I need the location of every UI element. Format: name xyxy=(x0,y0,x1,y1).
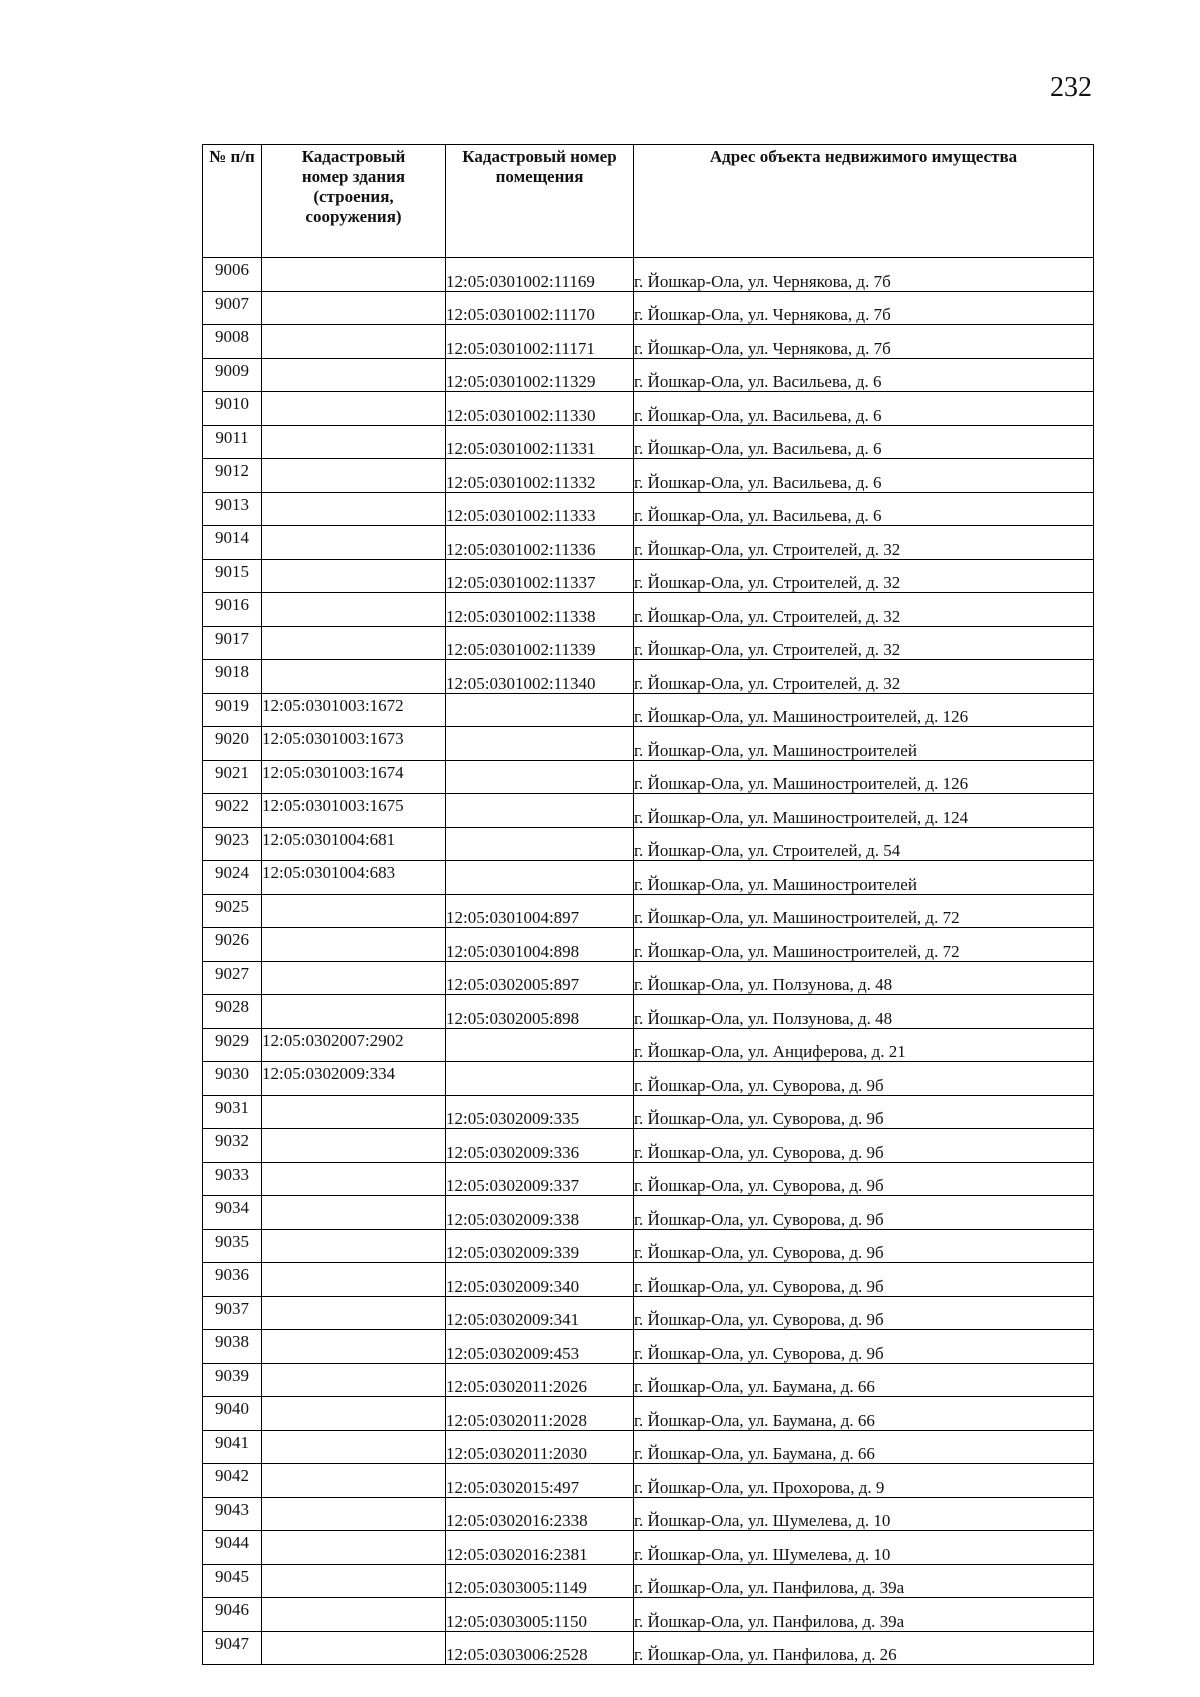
row-number-cell: 9016 xyxy=(203,593,262,627)
row-number-cell: 9025 xyxy=(203,894,262,928)
building-cadastral-cell xyxy=(262,1095,446,1129)
address-cell: г. Йошкар-Ола, ул. Машиностроителей xyxy=(634,861,1094,895)
room-cadastral-cell: 12:05:0302016:2381 xyxy=(446,1531,634,1565)
row-number-cell: 9028 xyxy=(203,995,262,1029)
table-row xyxy=(203,1296,1094,1330)
address-cell: г. Йошкар-Ола, ул. Ползунова, д. 48 xyxy=(634,961,1094,995)
address-cell: г. Йошкар-Ола, ул. Чернякова, д. 7б xyxy=(634,291,1094,325)
address-cell: г. Йошкар-Ола, ул. Суворова, д. 9б xyxy=(634,1095,1094,1129)
room-cadastral-cell xyxy=(446,727,634,761)
address-cell: г. Йошкар-Ола, ул. Чернякова, д. 7б xyxy=(634,258,1094,292)
table-row xyxy=(203,358,1094,392)
building-cadastral-cell: 12:05:0302007:2902 xyxy=(262,1028,446,1062)
row-number-cell: 9029 xyxy=(203,1028,262,1062)
address-cell: г. Йошкар-Ола, ул. Строителей, д. 54 xyxy=(634,827,1094,861)
building-cadastral-cell xyxy=(262,291,446,325)
table-row xyxy=(203,827,1094,861)
address-cell: г. Йошкар-Ола, ул. Машиностроителей, д. 126 xyxy=(634,760,1094,794)
header-num xyxy=(203,145,262,258)
room-cadastral-cell: 12:05:0301002:11170 xyxy=(446,291,634,325)
room-cadastral-cell: 12:05:0302009:337 xyxy=(446,1162,634,1196)
building-cadastral-cell: 12:05:0302009:334 xyxy=(262,1062,446,1096)
room-cadastral-cell xyxy=(446,693,634,727)
building-cadastral-cell xyxy=(262,660,446,694)
address-cell: г. Йошкар-Ола, ул. Васильева, д. 6 xyxy=(634,459,1094,493)
building-cadastral-cell: 12:05:0301003:1675 xyxy=(262,794,446,828)
address-cell: г. Йошкар-Ола, ул. Машиностроителей xyxy=(634,727,1094,761)
table-row xyxy=(203,894,1094,928)
row-number-cell: 9034 xyxy=(203,1196,262,1230)
row-number-cell: 9020 xyxy=(203,727,262,761)
address-cell: г. Йошкар-Ола, ул. Васильева, д. 6 xyxy=(634,358,1094,392)
table-row xyxy=(203,291,1094,325)
room-cadastral-cell: 12:05:0301002:11330 xyxy=(446,392,634,426)
building-cadastral-cell xyxy=(262,1229,446,1263)
table-row xyxy=(203,325,1094,359)
row-number-cell: 9024 xyxy=(203,861,262,895)
row-number-cell: 9019 xyxy=(203,693,262,727)
table-row xyxy=(203,1564,1094,1598)
row-number-cell: 9043 xyxy=(203,1497,262,1531)
row-number-cell: 9041 xyxy=(203,1430,262,1464)
room-cadastral-cell: 12:05:0302009:339 xyxy=(446,1229,634,1263)
table-row xyxy=(203,1162,1094,1196)
room-cadastral-cell: 12:05:0302009:453 xyxy=(446,1330,634,1364)
address-cell: г. Йошкар-Ола, ул. Строителей, д. 32 xyxy=(634,660,1094,694)
address-cell: г. Йошкар-Ола, ул. Васильева, д. 6 xyxy=(634,492,1094,526)
room-cadastral-cell: 12:05:0302009:340 xyxy=(446,1263,634,1297)
row-number-cell: 9010 xyxy=(203,392,262,426)
address-cell: г. Йошкар-Ола, ул. Машиностроителей, д. 72 xyxy=(634,928,1094,962)
row-number-cell: 9017 xyxy=(203,626,262,660)
table-row xyxy=(203,1196,1094,1230)
row-number-cell: 9014 xyxy=(203,526,262,560)
building-cadastral-cell xyxy=(262,392,446,426)
address-cell: г. Йошкар-Ола, ул. Машиностроителей, д. 72 xyxy=(634,894,1094,928)
room-cadastral-cell: 12:05:0302015:497 xyxy=(446,1464,634,1498)
room-cadastral-cell: 12:05:0301002:11336 xyxy=(446,526,634,560)
row-number-cell: 9027 xyxy=(203,961,262,995)
header-building xyxy=(262,145,446,258)
room-cadastral-cell: 12:05:0301002:11329 xyxy=(446,358,634,392)
table-row xyxy=(203,593,1094,627)
room-cadastral-cell: 12:05:0301002:11169 xyxy=(446,258,634,292)
building-cadastral-cell: 12:05:0301004:681 xyxy=(262,827,446,861)
address-cell: г. Йошкар-Ола, ул. Прохорова, д. 9 xyxy=(634,1464,1094,1498)
row-number-cell: 9013 xyxy=(203,492,262,526)
building-cadastral-cell: 12:05:0301003:1674 xyxy=(262,760,446,794)
table-row xyxy=(203,1095,1094,1129)
address-cell: г. Йошкар-Ола, ул. Машиностроителей, д. 126 xyxy=(634,693,1094,727)
table-row xyxy=(203,459,1094,493)
table-row xyxy=(203,1363,1094,1397)
address-cell: г. Йошкар-Ола, ул. Строителей, д. 32 xyxy=(634,593,1094,627)
table-row xyxy=(203,526,1094,560)
table-row xyxy=(203,258,1094,292)
room-cadastral-cell: 12:05:0303005:1150 xyxy=(446,1598,634,1632)
building-cadastral-cell xyxy=(262,526,446,560)
building-cadastral-cell xyxy=(262,1363,446,1397)
row-number-cell: 9008 xyxy=(203,325,262,359)
table-row xyxy=(203,1397,1094,1431)
address-cell: г. Йошкар-Ола, ул. Чернякова, д. 7б xyxy=(634,325,1094,359)
building-cadastral-cell xyxy=(262,1564,446,1598)
building-cadastral-cell xyxy=(262,1531,446,1565)
building-cadastral-cell xyxy=(262,928,446,962)
building-cadastral-cell: 12:05:0301003:1673 xyxy=(262,727,446,761)
room-cadastral-cell: 12:05:0302011:2028 xyxy=(446,1397,634,1431)
building-cadastral-cell xyxy=(262,559,446,593)
table-row xyxy=(203,1598,1094,1632)
table-row xyxy=(203,1497,1094,1531)
table-row xyxy=(203,1464,1094,1498)
building-cadastral-cell xyxy=(262,1464,446,1498)
row-number-cell: 9042 xyxy=(203,1464,262,1498)
table-row xyxy=(203,794,1094,828)
row-number-cell: 9047 xyxy=(203,1631,262,1665)
room-cadastral-cell: 12:05:0301002:11338 xyxy=(446,593,634,627)
room-cadastral-cell: 12:05:0301002:11333 xyxy=(446,492,634,526)
building-cadastral-cell xyxy=(262,1330,446,1364)
building-cadastral-cell xyxy=(262,995,446,1029)
row-number-cell: 9036 xyxy=(203,1263,262,1297)
address-cell: г. Йошкар-Ола, ул. Суворова, д. 9б xyxy=(634,1162,1094,1196)
room-cadastral-cell xyxy=(446,1062,634,1096)
address-cell: г. Йошкар-Ола, ул. Строителей, д. 32 xyxy=(634,626,1094,660)
table-row xyxy=(203,727,1094,761)
table-row xyxy=(203,693,1094,727)
table-header xyxy=(203,145,1094,258)
room-cadastral-cell xyxy=(446,861,634,895)
building-cadastral-cell xyxy=(262,258,446,292)
address-cell: г. Йошкар-Ола, ул. Машиностроителей, д. 124 xyxy=(634,794,1094,828)
room-cadastral-cell: 12:05:0302009:338 xyxy=(446,1196,634,1230)
address-cell: г. Йошкар-Ола, ул. Васильева, д. 6 xyxy=(634,425,1094,459)
table-row xyxy=(203,760,1094,794)
address-cell: г. Йошкар-Ола, ул. Суворова, д. 9б xyxy=(634,1062,1094,1096)
building-cadastral-cell xyxy=(262,1497,446,1531)
room-cadastral-cell: 12:05:0301002:11340 xyxy=(446,660,634,694)
building-cadastral-cell xyxy=(262,1162,446,1196)
address-cell: г. Йошкар-Ола, ул. Панфилова, д. 39а xyxy=(634,1598,1094,1632)
room-cadastral-cell: 12:05:0302009:336 xyxy=(446,1129,634,1163)
room-cadastral-cell xyxy=(446,794,634,828)
row-number-cell: 9040 xyxy=(203,1397,262,1431)
row-number-cell: 9026 xyxy=(203,928,262,962)
room-cadastral-cell: 12:05:0302009:341 xyxy=(446,1296,634,1330)
building-cadastral-cell xyxy=(262,1196,446,1230)
address-cell: г. Йошкар-Ола, ул. Баумана, д. 66 xyxy=(634,1363,1094,1397)
row-number-cell: 9031 xyxy=(203,1095,262,1129)
building-cadastral-cell: 12:05:0301003:1672 xyxy=(262,693,446,727)
table-row xyxy=(203,626,1094,660)
address-cell: г. Йошкар-Ола, ул. Суворова, д. 9б xyxy=(634,1296,1094,1330)
row-number-cell: 9009 xyxy=(203,358,262,392)
row-number-cell: 9030 xyxy=(203,1062,262,1096)
building-cadastral-cell xyxy=(262,961,446,995)
row-number-cell: 9032 xyxy=(203,1129,262,1163)
property-register-table xyxy=(202,144,1094,1665)
row-number-cell: 9007 xyxy=(203,291,262,325)
row-number-cell: 9035 xyxy=(203,1229,262,1263)
table-row xyxy=(203,492,1094,526)
room-cadastral-cell: 12:05:0301002:11337 xyxy=(446,559,634,593)
row-number-cell: 9039 xyxy=(203,1363,262,1397)
building-cadastral-cell: 12:05:0301004:683 xyxy=(262,861,446,895)
table-row xyxy=(203,1263,1094,1297)
address-cell: г. Йошкар-Ола, ул. Баумана, д. 66 xyxy=(634,1430,1094,1464)
table-row xyxy=(203,1028,1094,1062)
table-row xyxy=(203,1062,1094,1096)
building-cadastral-cell xyxy=(262,325,446,359)
address-cell: г. Йошкар-Ола, ул. Шумелева, д. 10 xyxy=(634,1497,1094,1531)
row-number-cell: 9012 xyxy=(203,459,262,493)
address-cell: г. Йошкар-Ола, ул. Суворова, д. 9б xyxy=(634,1330,1094,1364)
room-cadastral-cell: 12:05:0301004:897 xyxy=(446,894,634,928)
address-cell: г. Йошкар-Ола, ул. Панфилова, д. 39а xyxy=(634,1564,1094,1598)
row-number-cell: 9023 xyxy=(203,827,262,861)
address-cell: г. Йошкар-Ола, ул. Суворова, д. 9б xyxy=(634,1229,1094,1263)
address-cell: г. Йошкар-Ола, ул. Суворова, д. 9б xyxy=(634,1196,1094,1230)
building-cadastral-cell xyxy=(262,459,446,493)
room-cadastral-cell: 12:05:0303005:1149 xyxy=(446,1564,634,1598)
table-row xyxy=(203,1531,1094,1565)
room-cadastral-cell: 12:05:0302011:2030 xyxy=(446,1430,634,1464)
row-number-cell: 9011 xyxy=(203,425,262,459)
address-cell: г. Йошкар-Ола, ул. Строителей, д. 32 xyxy=(634,526,1094,560)
table-row xyxy=(203,1330,1094,1364)
header-building-label: Кадастровый номер здания (строения, сооружения) xyxy=(301,147,406,226)
table-row xyxy=(203,928,1094,962)
header-row xyxy=(203,145,1094,258)
header-room xyxy=(446,145,634,258)
row-number-cell: 9018 xyxy=(203,660,262,694)
building-cadastral-cell xyxy=(262,1397,446,1431)
room-cadastral-cell: 12:05:0303006:2528 xyxy=(446,1631,634,1665)
building-cadastral-cell xyxy=(262,358,446,392)
building-cadastral-cell xyxy=(262,1430,446,1464)
address-cell: г. Йошкар-Ола, ул. Строителей, д. 32 xyxy=(634,559,1094,593)
table-row xyxy=(203,995,1094,1029)
room-cadastral-cell: 12:05:0302005:897 xyxy=(446,961,634,995)
table-row xyxy=(203,425,1094,459)
table-row xyxy=(203,1430,1094,1464)
table-row xyxy=(203,961,1094,995)
address-cell: г. Йошкар-Ола, ул. Шумелева, д. 10 xyxy=(634,1531,1094,1565)
building-cadastral-cell xyxy=(262,1598,446,1632)
table-row xyxy=(203,660,1094,694)
room-cadastral-cell xyxy=(446,1028,634,1062)
header-address xyxy=(634,145,1094,258)
room-cadastral-cell: 12:05:0301002:11339 xyxy=(446,626,634,660)
table-row xyxy=(203,1229,1094,1263)
row-number-cell: 9022 xyxy=(203,794,262,828)
room-cadastral-cell xyxy=(446,760,634,794)
table-row xyxy=(203,1631,1094,1665)
row-number-cell: 9033 xyxy=(203,1162,262,1196)
row-number-cell: 9044 xyxy=(203,1531,262,1565)
building-cadastral-cell xyxy=(262,1263,446,1297)
room-cadastral-cell: 12:05:0302011:2026 xyxy=(446,1363,634,1397)
building-cadastral-cell xyxy=(262,593,446,627)
room-cadastral-cell: 12:05:0302016:2338 xyxy=(446,1497,634,1531)
building-cadastral-cell xyxy=(262,894,446,928)
building-cadastral-cell xyxy=(262,492,446,526)
building-cadastral-cell xyxy=(262,1129,446,1163)
address-cell: г. Йошкар-Ола, ул. Анциферова, д. 21 xyxy=(634,1028,1094,1062)
room-cadastral-cell: 12:05:0301002:11332 xyxy=(446,459,634,493)
room-cadastral-cell: 12:05:0302009:335 xyxy=(446,1095,634,1129)
building-cadastral-cell xyxy=(262,626,446,660)
table-body xyxy=(203,258,1094,1665)
header-address-label: Адрес объекта недвижимого имущества xyxy=(709,147,1018,166)
page-number: 232 xyxy=(1050,72,1092,103)
header-room-label: Кадастровый номер помещения xyxy=(462,147,617,186)
room-cadastral-cell xyxy=(446,827,634,861)
row-number-cell: 9045 xyxy=(203,1564,262,1598)
row-number-cell: 9037 xyxy=(203,1296,262,1330)
room-cadastral-cell: 12:05:0301002:11171 xyxy=(446,325,634,359)
address-cell: г. Йошкар-Ола, ул. Баумана, д. 66 xyxy=(634,1397,1094,1431)
room-cadastral-cell: 12:05:0301002:11331 xyxy=(446,425,634,459)
address-cell: г. Йошкар-Ола, ул. Панфилова, д. 26 xyxy=(634,1631,1094,1665)
header-num-label: № п/п xyxy=(209,147,255,166)
table-row xyxy=(203,392,1094,426)
row-number-cell: 9006 xyxy=(203,258,262,292)
building-cadastral-cell xyxy=(262,425,446,459)
table-row xyxy=(203,1129,1094,1163)
address-cell: г. Йошкар-Ола, ул. Васильева, д. 6 xyxy=(634,392,1094,426)
address-cell: г. Йошкар-Ола, ул. Ползунова, д. 48 xyxy=(634,995,1094,1029)
building-cadastral-cell xyxy=(262,1296,446,1330)
building-cadastral-cell xyxy=(262,1631,446,1665)
room-cadastral-cell: 12:05:0302005:898 xyxy=(446,995,634,1029)
address-cell: г. Йошкар-Ола, ул. Суворова, д. 9б xyxy=(634,1129,1094,1163)
row-number-cell: 9046 xyxy=(203,1598,262,1632)
row-number-cell: 9021 xyxy=(203,760,262,794)
table-row xyxy=(203,861,1094,895)
address-cell: г. Йошкар-Ола, ул. Суворова, д. 9б xyxy=(634,1263,1094,1297)
row-number-cell: 9015 xyxy=(203,559,262,593)
table-row xyxy=(203,559,1094,593)
row-number-cell: 9038 xyxy=(203,1330,262,1364)
room-cadastral-cell: 12:05:0301004:898 xyxy=(446,928,634,962)
